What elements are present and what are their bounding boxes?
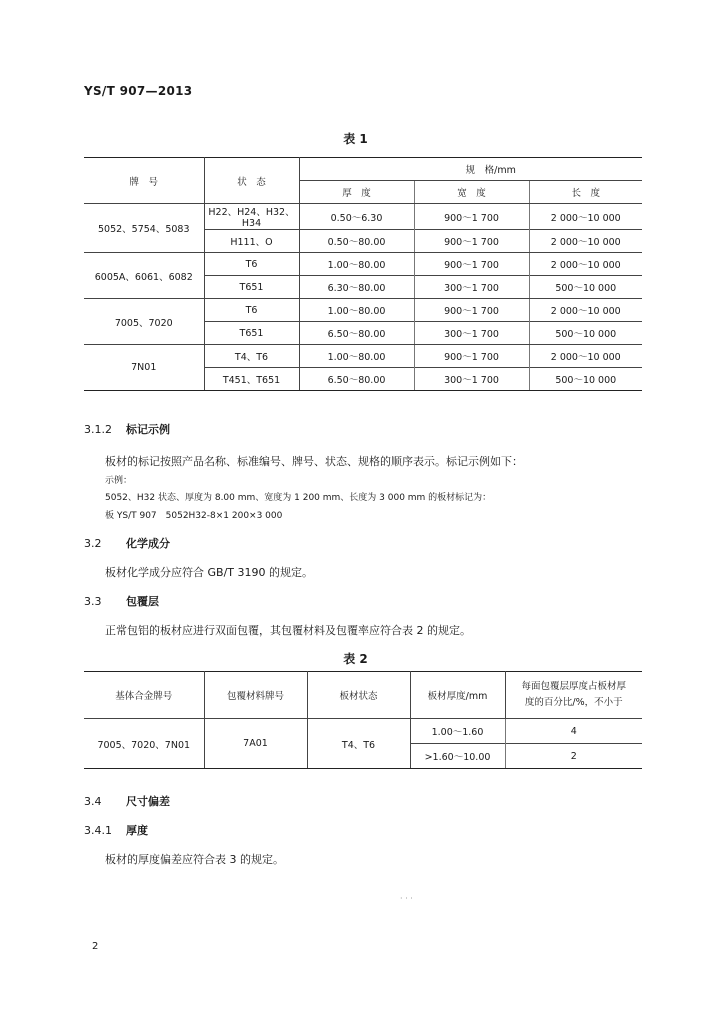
table1-width-cell: 900～1 700 xyxy=(414,345,529,368)
table1-length-cell: 500～10 000 xyxy=(529,368,642,391)
table1-grade-cell: 5052、5754、5083 xyxy=(84,204,204,253)
table1-width-cell: 900～1 700 xyxy=(414,204,529,230)
table1-header-width: 宽 度 xyxy=(414,181,529,204)
table1-grade-cell: 7005、7020 xyxy=(84,299,204,345)
table1-length-cell: 2 000～10 000 xyxy=(550,212,621,224)
table1-width-cell: 300～1 700 xyxy=(414,322,529,345)
table2-header-clad-alloy: 包覆材料牌号 xyxy=(204,672,307,719)
section-title: 厚度 xyxy=(126,824,148,837)
table1-width-cell: 900～1 700 xyxy=(414,299,529,322)
table-row xyxy=(84,345,642,368)
table1-thickness-cell: 1.00～80.00 xyxy=(299,299,414,322)
table2-ratio-cell: 2 xyxy=(505,744,642,769)
table2-header-base-alloy: 基体合金牌号 xyxy=(84,672,204,719)
section-number: 3.2 xyxy=(84,537,102,550)
table1-temper-cell: T4、T6 xyxy=(204,345,299,368)
example-line-1: 5052、H32 状态、厚度为 8.00 mm、宽度为 1 200 mm、长度为 3 000 mm 的板材标记为： xyxy=(105,493,492,503)
section-3-1-2-text: 板材的标记按照产品名称、标准编号、牌号、状态、规格的顺序表示。标记示例如下： xyxy=(105,455,523,468)
table1-temper-cell: H111、O xyxy=(204,230,299,253)
scan-dots: · · · xyxy=(400,894,413,903)
table1-thickness-cell: 6.30～80.00 xyxy=(299,276,414,299)
table1-grade-cell: 7N01 xyxy=(84,345,204,391)
table1-grade-cell: 6005A、6061、6082 xyxy=(84,253,204,299)
table1-length-cell: 2 000～10 000 xyxy=(550,306,621,317)
table2-thickness-cell: >1.60～10.00 xyxy=(410,744,505,769)
table2-thickness-cell: 1.00～1.60 xyxy=(410,719,505,744)
table1-temper-cell: T651 xyxy=(204,322,299,345)
table1-thickness-cell: 1.00～80.00 xyxy=(299,253,414,276)
table1-temper-cell: T6 xyxy=(204,299,299,322)
section-3-3-text: 正常包铝的板材应进行双面包覆，其包覆材料及包覆率应符合表 2 的规定。 xyxy=(105,624,471,637)
table2 xyxy=(84,671,642,769)
table1-length-cell: 2 000～10 000 xyxy=(529,230,642,253)
section-3-3-heading xyxy=(84,593,159,609)
table1-thickness-cell: 6.50～80.00 xyxy=(299,368,414,391)
section-title: 标记示例 xyxy=(126,423,170,436)
table1-width-cell: 300～1 700 xyxy=(414,276,529,299)
table2-clad-alloy-cell: 7A01 xyxy=(204,719,307,769)
table2-header-thickness: 板材厚度/mm xyxy=(410,672,505,719)
table2-header-ratio-line1: 每面包覆层厚度占板材厚 xyxy=(521,681,626,692)
section-title: 化学成分 xyxy=(126,537,170,550)
table1-width-cell: 900～1 700 xyxy=(414,230,529,253)
example-label: 示例： xyxy=(105,476,133,486)
table2-header-temper: 板材状态 xyxy=(307,672,410,719)
table1-width-cell: 900～1 700 xyxy=(414,253,529,276)
section-number: 3.4.1 xyxy=(84,824,112,837)
table1-length-cell: 500～10 000 xyxy=(529,322,642,345)
table1-temper-cell: T6 xyxy=(204,253,299,276)
table2-header-ratio-line2: 度的百分比/%，不小于 xyxy=(524,697,623,708)
table1-header-row xyxy=(84,158,642,181)
table2-header-ratio xyxy=(505,672,642,719)
section-3-2-text: 板材化学成分应符合 GB/T 3190 的规定。 xyxy=(105,566,313,579)
page-number: 2 xyxy=(92,941,99,952)
table2-ratio-cell: 4 xyxy=(570,725,577,737)
section-3-4-1-text: 板材的厚度偏差应符合表 3 的规定。 xyxy=(105,853,284,866)
table-row xyxy=(84,253,642,276)
section-title: 尺寸偏差 xyxy=(126,795,170,808)
section-3-4-1-heading xyxy=(84,822,148,838)
table1-header-temper: 状 态 xyxy=(204,158,299,204)
table1-temper-cell: T651 xyxy=(204,276,299,299)
table2-caption: 表 2 xyxy=(343,652,368,666)
table1-header-length: 长 度 xyxy=(529,181,642,204)
table1-length-cell: 2 000～10 000 xyxy=(550,352,621,363)
table1-temper-cell: T451、T651 xyxy=(204,368,299,391)
table1-temper-cell: H22、H24、H32、H34 xyxy=(204,204,299,230)
table2-header-row xyxy=(84,672,642,719)
table1-thickness-cell: 0.50～6.30 xyxy=(299,204,414,230)
table1-thickness-cell: 0.50～80.00 xyxy=(299,230,414,253)
table1-thickness-cell: 1.00～80.00 xyxy=(299,345,414,368)
table1-width-cell: 300～1 700 xyxy=(414,368,529,391)
table-row xyxy=(84,719,642,744)
table1 xyxy=(84,157,642,391)
table1-thickness-cell: 6.50～80.00 xyxy=(299,322,414,345)
section-number: 3.1.2 xyxy=(84,423,112,436)
table2-base-alloy-cell: 7005、7020、7N01 xyxy=(84,719,204,769)
section-number: 3.3 xyxy=(84,595,102,608)
table1-header-grade: 牌 号 xyxy=(84,158,204,204)
table1-header-spec: 规 格/mm xyxy=(299,158,642,181)
table1-length-cell: 500～10 000 xyxy=(529,276,642,299)
table-row xyxy=(84,204,642,230)
section-3-2-heading xyxy=(84,535,170,551)
section-3-1-2-heading xyxy=(84,421,170,437)
section-title: 包覆层 xyxy=(126,595,159,608)
table-row xyxy=(84,299,642,322)
document-code: YS/T 907—2013 xyxy=(84,84,193,98)
section-number: 3.4 xyxy=(84,795,102,808)
section-3-4-heading xyxy=(84,793,170,809)
table1-header-thickness: 厚 度 xyxy=(299,181,414,204)
table1-caption: 表 1 xyxy=(343,132,368,146)
table2-temper-cell: T4、T6 xyxy=(307,719,410,769)
table1-length-cell: 2 000～10 000 xyxy=(550,260,621,271)
example-line-2: 板 YS/T 907 5052H32-8×1 200×3 000 xyxy=(105,511,283,521)
